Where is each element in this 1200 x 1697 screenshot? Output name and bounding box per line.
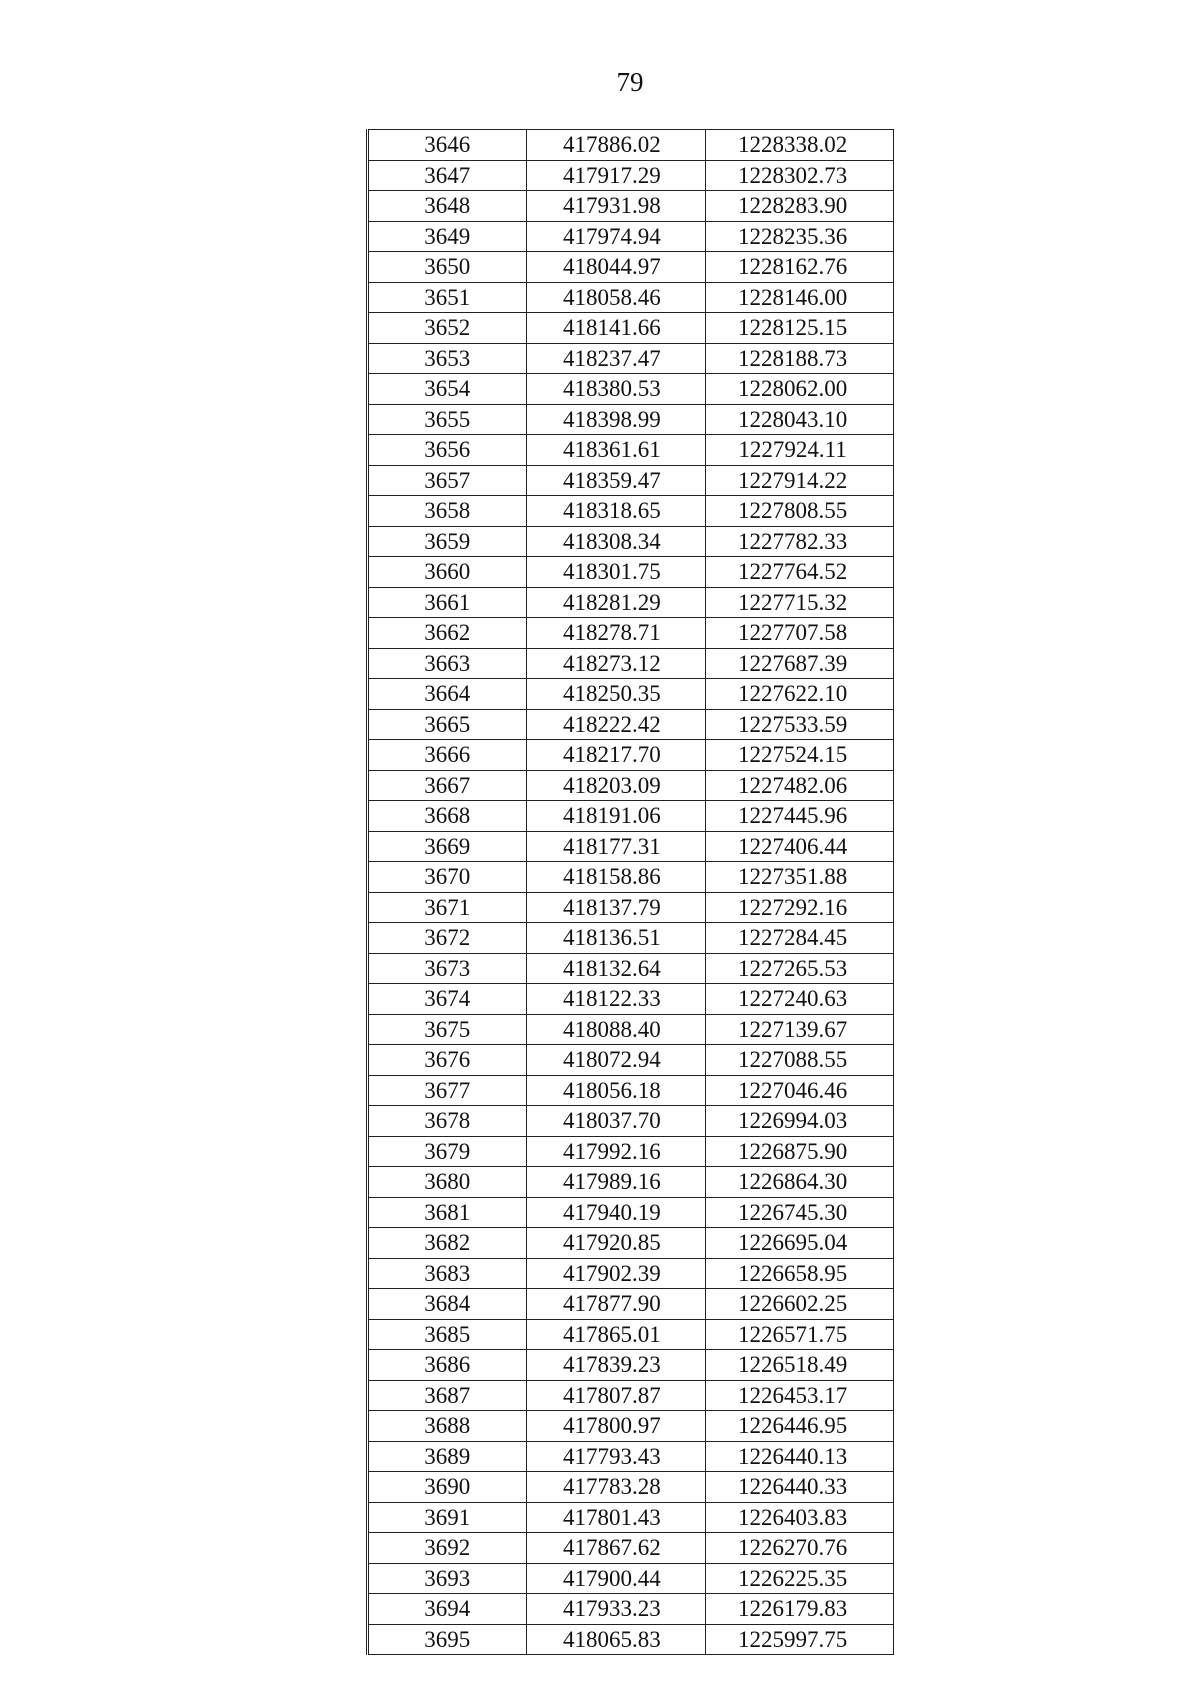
x-coordinate-cell: 418380.53 — [526, 374, 706, 405]
x-coordinate-cell: 418137.79 — [526, 892, 706, 923]
table-row — [368, 343, 894, 374]
point-number-cell: 3681 — [368, 1197, 527, 1228]
x-coordinate-cell: 418058.46 — [526, 282, 706, 313]
point-number-cell: 3667 — [368, 770, 527, 801]
y-coordinate-cell: 1226179.83 — [706, 1594, 894, 1625]
x-coordinate-cell: 418281.29 — [526, 587, 706, 618]
y-coordinate-cell: 1226440.33 — [706, 1472, 894, 1503]
x-coordinate-cell: 418056.18 — [526, 1075, 706, 1106]
y-coordinate-cell: 1226518.49 — [706, 1350, 894, 1381]
point-number-cell: 3692 — [368, 1533, 527, 1564]
point-number-cell: 3685 — [368, 1319, 527, 1350]
point-number-cell: 3662 — [368, 618, 527, 649]
y-coordinate-cell: 1227707.58 — [706, 618, 894, 649]
y-coordinate-cell: 1228043.10 — [706, 404, 894, 435]
point-number-cell: 3655 — [368, 404, 527, 435]
y-coordinate-cell: 1226864.30 — [706, 1167, 894, 1198]
y-coordinate-cell: 1226658.95 — [706, 1258, 894, 1289]
y-coordinate-cell: 1227482.06 — [706, 770, 894, 801]
point-number-cell: 3665 — [368, 709, 527, 740]
y-coordinate-cell: 1227924.11 — [706, 435, 894, 466]
table-row — [368, 1624, 894, 1655]
point-number-cell: 3671 — [368, 892, 527, 923]
point-number-cell: 3656 — [368, 435, 527, 466]
y-coordinate-cell: 1228162.76 — [706, 252, 894, 283]
x-coordinate-cell: 418122.33 — [526, 984, 706, 1015]
table-row — [368, 191, 894, 222]
point-number-cell: 3677 — [368, 1075, 527, 1106]
x-coordinate-cell: 418273.12 — [526, 648, 706, 679]
x-coordinate-cell: 417900.44 — [526, 1563, 706, 1594]
x-coordinate-cell: 418141.66 — [526, 313, 706, 344]
table-row — [368, 831, 894, 862]
x-coordinate-cell: 417974.94 — [526, 221, 706, 252]
table-row — [368, 892, 894, 923]
x-coordinate-cell: 417940.19 — [526, 1197, 706, 1228]
x-coordinate-cell: 418318.65 — [526, 496, 706, 527]
y-coordinate-cell: 1226602.25 — [706, 1289, 894, 1320]
x-coordinate-cell: 417839.23 — [526, 1350, 706, 1381]
point-number-cell: 3691 — [368, 1502, 527, 1533]
table-row — [368, 984, 894, 1015]
table-row — [368, 801, 894, 832]
y-coordinate-cell: 1227687.39 — [706, 648, 894, 679]
point-number-cell: 3680 — [368, 1167, 527, 1198]
table-row — [368, 1441, 894, 1472]
x-coordinate-cell: 418217.70 — [526, 740, 706, 771]
x-coordinate-cell: 418237.47 — [526, 343, 706, 374]
y-coordinate-cell: 1227406.44 — [706, 831, 894, 862]
y-coordinate-cell: 1227782.33 — [706, 526, 894, 557]
point-number-cell: 3663 — [368, 648, 527, 679]
point-number-cell: 3672 — [368, 923, 527, 954]
point-number-cell: 3674 — [368, 984, 527, 1015]
x-coordinate-cell: 417933.23 — [526, 1594, 706, 1625]
y-coordinate-cell: 1227808.55 — [706, 496, 894, 527]
point-number-cell: 3657 — [368, 465, 527, 496]
table-row — [368, 1319, 894, 1350]
x-coordinate-cell: 418177.31 — [526, 831, 706, 862]
table-row — [368, 740, 894, 771]
point-number-cell: 3647 — [368, 160, 527, 191]
x-coordinate-cell: 417917.29 — [526, 160, 706, 191]
x-coordinate-cell: 418359.47 — [526, 465, 706, 496]
point-number-cell: 3687 — [368, 1380, 527, 1411]
y-coordinate-cell: 1226695.04 — [706, 1228, 894, 1259]
table-row — [368, 709, 894, 740]
point-number-cell: 3693 — [368, 1563, 527, 1594]
point-number-cell: 3676 — [368, 1045, 527, 1076]
x-coordinate-cell: 417800.97 — [526, 1411, 706, 1442]
y-coordinate-cell: 1227715.32 — [706, 587, 894, 618]
point-number-cell: 3651 — [368, 282, 527, 313]
table-row — [368, 1045, 894, 1076]
x-coordinate-cell: 418308.34 — [526, 526, 706, 557]
point-number-cell: 3678 — [368, 1106, 527, 1137]
table-row — [368, 1197, 894, 1228]
y-coordinate-cell: 1226453.17 — [706, 1380, 894, 1411]
x-coordinate-cell: 418250.35 — [526, 679, 706, 710]
table-row — [368, 496, 894, 527]
point-number-cell: 3690 — [368, 1472, 527, 1503]
y-coordinate-cell: 1228283.90 — [706, 191, 894, 222]
point-number-cell: 3695 — [368, 1624, 527, 1655]
y-coordinate-cell: 1227240.63 — [706, 984, 894, 1015]
table-row — [368, 252, 894, 283]
x-coordinate-cell: 418361.61 — [526, 435, 706, 466]
table-row — [368, 1136, 894, 1167]
x-coordinate-cell: 418132.64 — [526, 953, 706, 984]
point-number-cell: 3653 — [368, 343, 527, 374]
point-number-cell: 3694 — [368, 1594, 527, 1625]
y-coordinate-cell: 1228062.00 — [706, 374, 894, 405]
x-coordinate-cell: 418278.71 — [526, 618, 706, 649]
table-row — [368, 221, 894, 252]
y-coordinate-cell: 1228235.36 — [706, 221, 894, 252]
y-coordinate-cell: 1227533.59 — [706, 709, 894, 740]
x-coordinate-cell: 418191.06 — [526, 801, 706, 832]
table-row — [368, 923, 894, 954]
table-row — [368, 587, 894, 618]
y-coordinate-cell: 1226225.35 — [706, 1563, 894, 1594]
point-number-cell: 3646 — [368, 130, 527, 161]
point-number-cell: 3669 — [368, 831, 527, 862]
x-coordinate-cell: 417807.87 — [526, 1380, 706, 1411]
table-row — [368, 862, 894, 893]
table-row — [368, 1502, 894, 1533]
y-coordinate-cell: 1226403.83 — [706, 1502, 894, 1533]
point-number-cell: 3673 — [368, 953, 527, 984]
point-number-cell: 3649 — [368, 221, 527, 252]
y-coordinate-cell: 1227622.10 — [706, 679, 894, 710]
x-coordinate-cell: 417867.62 — [526, 1533, 706, 1564]
point-number-cell: 3682 — [368, 1228, 527, 1259]
point-number-cell: 3668 — [368, 801, 527, 832]
x-coordinate-cell: 417793.43 — [526, 1441, 706, 1472]
table-row — [368, 679, 894, 710]
y-coordinate-cell: 1226571.75 — [706, 1319, 894, 1350]
table-row — [368, 160, 894, 191]
x-coordinate-cell: 417902.39 — [526, 1258, 706, 1289]
table-row — [368, 1258, 894, 1289]
y-coordinate-cell: 1228146.00 — [706, 282, 894, 313]
table-row — [368, 1380, 894, 1411]
y-coordinate-cell: 1226745.30 — [706, 1197, 894, 1228]
table-row — [368, 1472, 894, 1503]
y-coordinate-cell: 1227764.52 — [706, 557, 894, 588]
point-number-cell: 3660 — [368, 557, 527, 588]
table-row — [368, 282, 894, 313]
table-row — [368, 1106, 894, 1137]
x-coordinate-cell: 418222.42 — [526, 709, 706, 740]
point-number-cell: 3659 — [368, 526, 527, 557]
y-coordinate-cell: 1227351.88 — [706, 862, 894, 893]
table-row — [368, 1533, 894, 1564]
coordinates-table — [366, 129, 894, 1655]
y-coordinate-cell: 1226994.03 — [706, 1106, 894, 1137]
point-number-cell: 3688 — [368, 1411, 527, 1442]
x-coordinate-cell: 418072.94 — [526, 1045, 706, 1076]
point-number-cell: 3679 — [368, 1136, 527, 1167]
coordinates-table-body — [368, 130, 894, 1655]
x-coordinate-cell: 417801.43 — [526, 1502, 706, 1533]
y-coordinate-cell: 1226875.90 — [706, 1136, 894, 1167]
table-row — [368, 1350, 894, 1381]
y-coordinate-cell: 1226440.13 — [706, 1441, 894, 1472]
table-row — [368, 1014, 894, 1045]
y-coordinate-cell: 1228338.02 — [706, 130, 894, 161]
y-coordinate-cell: 1225997.75 — [706, 1624, 894, 1655]
point-number-cell: 3658 — [368, 496, 527, 527]
table-row — [368, 313, 894, 344]
table-row — [368, 1289, 894, 1320]
y-coordinate-cell: 1227292.16 — [706, 892, 894, 923]
point-number-cell: 3650 — [368, 252, 527, 283]
y-coordinate-cell: 1228302.73 — [706, 160, 894, 191]
x-coordinate-cell: 418398.99 — [526, 404, 706, 435]
x-coordinate-cell: 417865.01 — [526, 1319, 706, 1350]
x-coordinate-cell: 418037.70 — [526, 1106, 706, 1137]
table-row — [368, 435, 894, 466]
x-coordinate-cell: 418203.09 — [526, 770, 706, 801]
point-number-cell: 3689 — [368, 1441, 527, 1472]
y-coordinate-cell: 1227914.22 — [706, 465, 894, 496]
table-row — [368, 1228, 894, 1259]
table-row — [368, 374, 894, 405]
point-number-cell: 3654 — [368, 374, 527, 405]
point-number-cell: 3684 — [368, 1289, 527, 1320]
y-coordinate-cell: 1227046.46 — [706, 1075, 894, 1106]
table-row — [368, 648, 894, 679]
x-coordinate-cell: 417783.28 — [526, 1472, 706, 1503]
point-number-cell: 3675 — [368, 1014, 527, 1045]
x-coordinate-cell: 417989.16 — [526, 1167, 706, 1198]
point-number-cell: 3661 — [368, 587, 527, 618]
table-row — [368, 1075, 894, 1106]
table-row — [368, 1594, 894, 1625]
point-number-cell: 3664 — [368, 679, 527, 710]
point-number-cell: 3648 — [368, 191, 527, 222]
x-coordinate-cell: 417992.16 — [526, 1136, 706, 1167]
point-number-cell: 3666 — [368, 740, 527, 771]
x-coordinate-cell: 418044.97 — [526, 252, 706, 283]
point-number-cell: 3670 — [368, 862, 527, 893]
y-coordinate-cell: 1227524.15 — [706, 740, 894, 771]
y-coordinate-cell: 1226446.95 — [706, 1411, 894, 1442]
table-row — [368, 465, 894, 496]
y-coordinate-cell: 1227265.53 — [706, 953, 894, 984]
x-coordinate-cell: 418088.40 — [526, 1014, 706, 1045]
table-row — [368, 770, 894, 801]
point-number-cell: 3683 — [368, 1258, 527, 1289]
table-row — [368, 1411, 894, 1442]
y-coordinate-cell: 1227088.55 — [706, 1045, 894, 1076]
y-coordinate-cell: 1228188.73 — [706, 343, 894, 374]
y-coordinate-cell: 1227445.96 — [706, 801, 894, 832]
table-row — [368, 526, 894, 557]
page-number: 79 — [616, 67, 644, 97]
x-coordinate-cell: 417886.02 — [526, 130, 706, 161]
table-row — [368, 1167, 894, 1198]
y-coordinate-cell: 1228125.15 — [706, 313, 894, 344]
x-coordinate-cell: 417931.98 — [526, 191, 706, 222]
x-coordinate-cell: 418158.86 — [526, 862, 706, 893]
x-coordinate-cell: 418136.51 — [526, 923, 706, 954]
x-coordinate-cell: 418065.83 — [526, 1624, 706, 1655]
table-row — [368, 557, 894, 588]
y-coordinate-cell: 1227139.67 — [706, 1014, 894, 1045]
x-coordinate-cell: 417877.90 — [526, 1289, 706, 1320]
table-row — [368, 1563, 894, 1594]
table-row — [368, 404, 894, 435]
y-coordinate-cell: 1226270.76 — [706, 1533, 894, 1564]
x-coordinate-cell: 417920.85 — [526, 1228, 706, 1259]
x-coordinate-cell: 418301.75 — [526, 557, 706, 588]
table-row — [368, 618, 894, 649]
point-number-cell: 3686 — [368, 1350, 527, 1381]
table-row — [368, 953, 894, 984]
table-row — [368, 130, 894, 161]
y-coordinate-cell: 1227284.45 — [706, 923, 894, 954]
point-number-cell: 3652 — [368, 313, 527, 344]
